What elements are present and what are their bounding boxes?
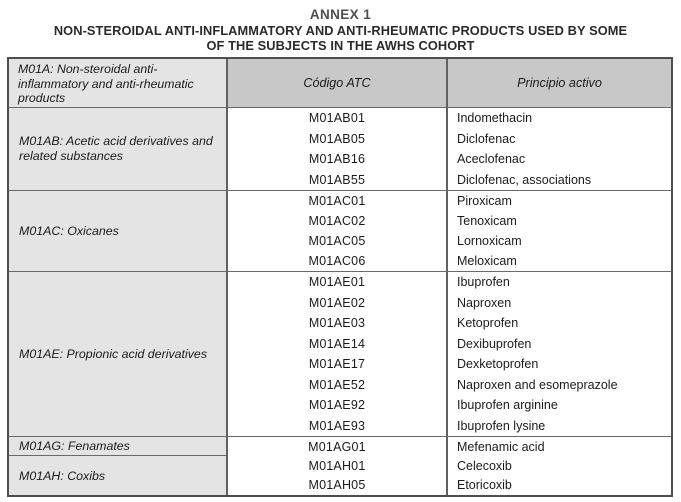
header-col-codigo-atc: Código ATC	[228, 59, 448, 107]
active-principle-cell: Tenoxicam	[457, 214, 517, 228]
active-principle-cell: Naproxen and esomeprazole	[457, 377, 618, 392]
section-label-m01ah: M01AH: Coxibs	[9, 456, 226, 495]
section-rows	[228, 191, 671, 271]
active-principle-cell: Dexketoprofen	[457, 357, 539, 372]
active-principle-cell: Piroxicam	[457, 194, 512, 208]
section-rows	[228, 272, 671, 436]
section-fenamates-coxibs	[9, 436, 671, 495]
table-row	[228, 476, 671, 495]
table-row	[228, 334, 671, 355]
atc-code-cell: M01AG01	[228, 437, 448, 456]
table-row	[228, 437, 671, 456]
section-label-m01ac: M01AC: Oxicanes	[9, 191, 228, 271]
page-subtitle-line1: NON-STEROIDAL ANTI-INFLAMMATORY AND ANTI-RHEUMATIC PRODUCTS USED BY SOME	[53, 23, 628, 38]
active-principle-cell: Celecoxib	[457, 458, 512, 473]
table-header-row	[9, 59, 671, 107]
active-principle-cell: Diclofenac	[457, 131, 516, 146]
atc-code-cell: M01AH01	[228, 456, 448, 475]
section-oxicanes	[9, 190, 671, 271]
atc-code-cell: M01AB05	[228, 129, 448, 150]
active-principle-cell: Meloxicam	[457, 254, 517, 268]
atc-code-cell: M01AC02	[228, 211, 448, 231]
nsaid-products-table	[7, 57, 673, 497]
page-subtitle-line2: OF THE SUBJECTS IN THE AWHS COHORT	[206, 38, 475, 53]
table-row	[228, 375, 671, 396]
title-block	[0, 0, 681, 53]
header-col-principio-activo: Principio activo	[448, 59, 671, 107]
atc-code-cell: M01AB55	[228, 170, 448, 191]
atc-code-cell: M01AC01	[228, 191, 448, 211]
table-row	[228, 313, 671, 334]
table-row	[228, 293, 671, 314]
atc-code-cell: M01AE14	[228, 334, 448, 355]
active-principle-cell: Ibuprofen arginine	[457, 398, 558, 413]
atc-code-cell: M01AE03	[228, 313, 448, 334]
section-label-m01ae: M01AE: Propionic acid derivatives	[9, 272, 228, 436]
atc-code-cell: M01AE17	[228, 354, 448, 375]
table-row	[228, 456, 671, 475]
atc-code-cell: M01AH05	[228, 476, 448, 495]
active-principle-cell: Dexibuprofen	[457, 336, 532, 351]
section-rows	[228, 108, 671, 190]
table-row	[228, 191, 671, 211]
section-label-m01ag: M01AG: Fenamates	[9, 437, 226, 456]
atc-code-cell: M01AE02	[228, 293, 448, 314]
active-principle-cell: Mefenamic acid	[457, 439, 545, 454]
atc-code-cell: M01AB16	[228, 149, 448, 170]
active-principle-cell: Lornoxicam	[457, 234, 522, 248]
atc-code-cell: M01AC05	[228, 231, 448, 251]
atc-code-cell: M01AE52	[228, 375, 448, 396]
section-rows	[228, 437, 671, 495]
table-row	[228, 211, 671, 231]
table-row	[228, 251, 671, 271]
active-principle-cell: Ibuprofen	[457, 275, 510, 290]
table-row	[228, 416, 671, 437]
section-acetic-acid-derivatives	[9, 107, 671, 190]
active-principle-cell: Ibuprofen lysine	[457, 418, 546, 433]
table-row	[228, 354, 671, 375]
table-row	[228, 272, 671, 293]
section-propionic-acid-derivatives	[9, 271, 671, 436]
active-principle-cell: Indomethacin	[457, 111, 533, 126]
table-row	[228, 170, 671, 191]
active-principle-cell: Diclofenac, associations	[457, 172, 592, 187]
table-row	[228, 108, 671, 129]
page-title: ANNEX 1	[309, 7, 372, 22]
section-label-m01ab: M01AB: Acetic acid derivatives and related substances	[9, 108, 228, 190]
atc-code-cell: M01AC06	[228, 251, 448, 271]
active-principle-cell: Etoricoxib	[457, 478, 512, 493]
table-row	[228, 129, 671, 150]
atc-code-cell: M01AE92	[228, 395, 448, 416]
active-principle-cell: Aceclofenac	[457, 152, 526, 167]
active-principle-cell: Naproxen	[457, 295, 512, 310]
atc-code-cell: M01AB01	[228, 108, 448, 129]
table-row	[228, 231, 671, 251]
atc-code-cell: M01AE01	[228, 272, 448, 293]
final-section-labels	[9, 437, 228, 495]
atc-code-cell: M01AE93	[228, 416, 448, 437]
table-row	[228, 149, 671, 170]
header-group-label: M01A: Non-steroidal anti-inflammatory and anti-rheumatic products	[9, 59, 228, 107]
table-row	[228, 395, 671, 416]
active-principle-cell: Ketoprofen	[457, 316, 519, 331]
